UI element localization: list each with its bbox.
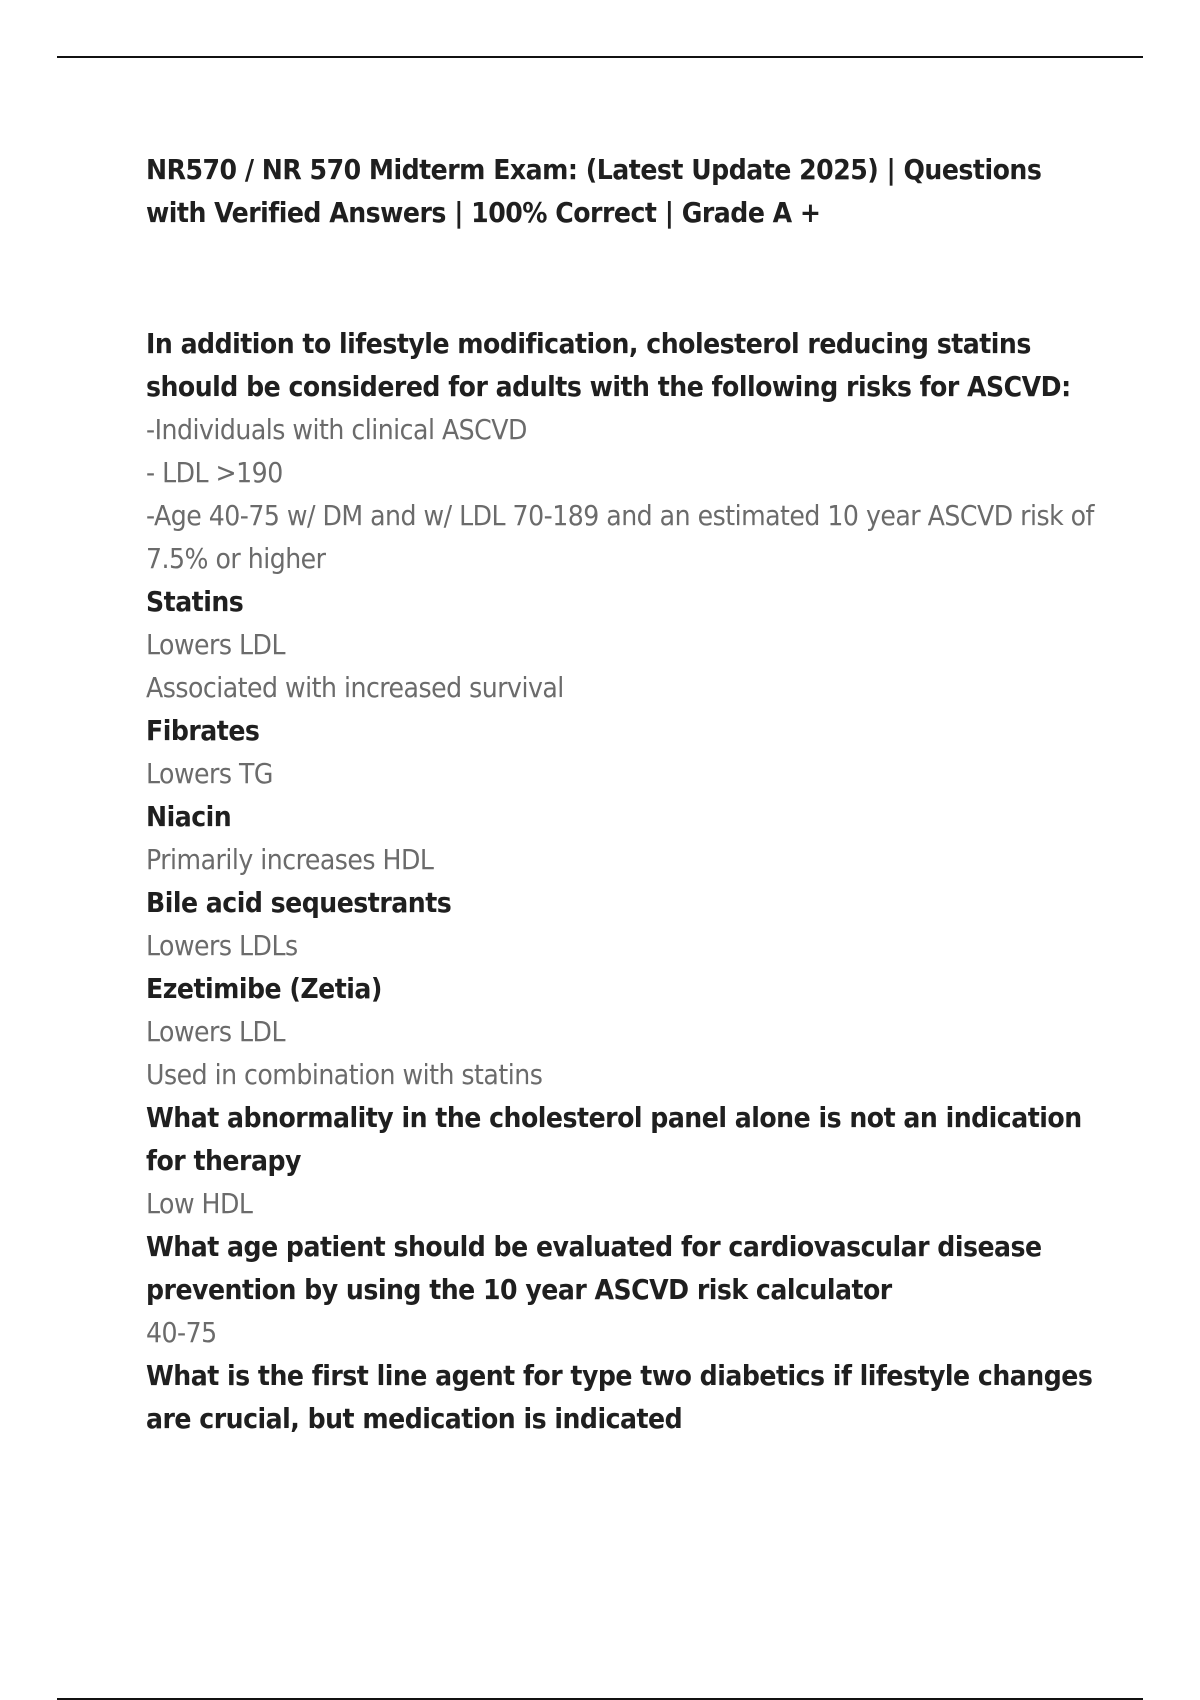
top-divider bbox=[57, 56, 1143, 58]
qa-item bbox=[146, 967, 1106, 1096]
qa-item bbox=[146, 1225, 1106, 1354]
qa-item bbox=[146, 795, 1106, 881]
answer-text: 40-75 bbox=[146, 1316, 217, 1349]
qa-item bbox=[146, 1096, 1106, 1225]
document-body bbox=[146, 148, 1106, 1440]
answer-text: Associated with increased survival bbox=[146, 671, 564, 704]
question-text: What abnormality in the cholesterol panel alone is not an indication for therapy bbox=[146, 1101, 1082, 1177]
qa-list bbox=[146, 322, 1106, 1440]
answer-text: Lowers LDLs bbox=[146, 929, 298, 962]
answer-text: Lowers LDL bbox=[146, 628, 285, 661]
document-title: NR570 / NR 570 Midterm Exam: (Latest Update 2025) | Questions with Verified Answers | 100% Correct | Grade A + bbox=[146, 153, 1042, 229]
question-text: Fibrates bbox=[146, 714, 260, 747]
qa-item bbox=[146, 1354, 1106, 1440]
answer-text: -Age 40-75 w/ DM and w/ LDL 70-189 and an estimated 10 year ASCVD risk of 7.5% or higher bbox=[146, 499, 1094, 575]
qa-item bbox=[146, 709, 1106, 795]
answer-text: Low HDL bbox=[146, 1187, 253, 1220]
qa-item bbox=[146, 580, 1106, 709]
answer-text: Primarily increases HDL bbox=[146, 843, 434, 876]
question-text: Ezetimibe (Zetia) bbox=[146, 972, 382, 1005]
question-text: In addition to lifestyle modification, cholesterol reducing statins should be considered for adults with the following risks for ASCVD: bbox=[146, 327, 1071, 403]
answer-text: Lowers TG bbox=[146, 757, 273, 790]
answer-text: Lowers LDL bbox=[146, 1015, 285, 1048]
qa-item bbox=[146, 322, 1106, 580]
qa-item bbox=[146, 881, 1106, 967]
answer-text: - LDL >190 bbox=[146, 456, 283, 489]
answer-text: Used in combination with statins bbox=[146, 1058, 543, 1091]
question-text: What is the first line agent for type two diabetics if lifestyle changes are crucial, but medication is indicated bbox=[146, 1359, 1093, 1435]
question-text: Bile acid sequestrants bbox=[146, 886, 452, 919]
question-text: Statins bbox=[146, 585, 244, 618]
question-text: Niacin bbox=[146, 800, 232, 833]
question-text: What age patient should be evaluated for cardiovascular disease prevention by using the 10 year ASCVD risk calculator bbox=[146, 1230, 1042, 1306]
answer-text: -Individuals with clinical ASCVD bbox=[146, 413, 527, 446]
